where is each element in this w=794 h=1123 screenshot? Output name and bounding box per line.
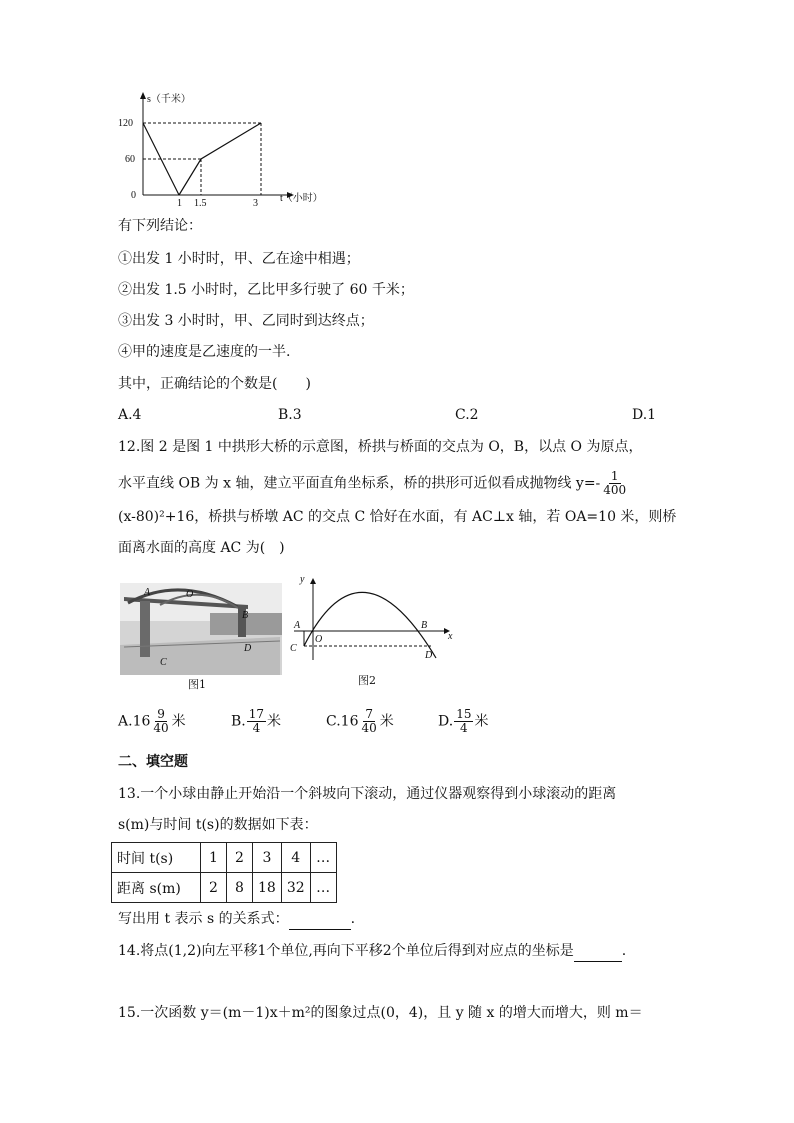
q12-option-c-unit: 米 <box>379 713 394 730</box>
fig2-label-b: B <box>421 620 428 631</box>
q12-option-c-prefix: C. <box>326 713 341 730</box>
fig2-parabola <box>304 592 436 658</box>
photo-label-b: B <box>242 610 249 621</box>
q12-line-2 <box>118 470 629 497</box>
parabola-diagram <box>286 572 456 664</box>
table-cell: 1 <box>201 843 227 873</box>
photo-label-c: C <box>160 657 167 668</box>
q11-question: 其中，正确结论的个数是( ) <box>118 376 311 392</box>
q12-option-d-unit: 米 <box>474 713 489 730</box>
photo-label-d: D <box>244 643 252 654</box>
x-tick-1: 1 <box>177 198 182 208</box>
q12-fraction-num: 1 <box>610 469 619 483</box>
fig2-label-a: A <box>294 620 301 631</box>
fig2-y-label: y <box>300 574 305 585</box>
q12-line-4: 面离水面的高度 AC 为( ) <box>118 540 285 556</box>
q11-statement-4: ④甲的速度是乙速度的一半. <box>118 344 291 360</box>
y-tick-60: 60 <box>125 154 135 165</box>
q12-option-c-whole: 16 <box>340 713 359 730</box>
y-axis-label: s（千米） <box>147 94 191 105</box>
table-cell: 2 <box>201 873 227 903</box>
q12-option-a-den: 40 <box>153 721 169 735</box>
table-row-time <box>112 843 337 873</box>
q12-option-a-prefix: A. <box>118 713 133 730</box>
q11-option-d[interactable]: D.1 <box>632 407 657 423</box>
table-cell: 2 <box>227 843 253 873</box>
q12-option-c-num: 7 <box>365 707 373 721</box>
q12-option-a-unit: 米 <box>171 713 186 730</box>
q13-ask-end: . <box>350 911 356 927</box>
x-tick-1-5: 1.5 <box>194 198 207 208</box>
q11-option-b[interactable]: B.3 <box>278 407 302 423</box>
table-cell: 3 <box>253 843 282 873</box>
section-heading-fill-in: 二、填空题 <box>118 754 188 770</box>
fig2-y-arrow <box>310 578 316 584</box>
distance-time-graph <box>112 88 342 208</box>
table-cell: 4 <box>281 843 310 873</box>
q13-data-table <box>111 842 337 903</box>
q14-end: . <box>621 943 627 959</box>
q11-statement-1: ①出发 1 小时时，甲、乙在途中相遇； <box>118 251 360 267</box>
y-axis-arrow <box>140 92 146 99</box>
fig1-caption: 图1 <box>188 678 206 691</box>
x-axis-label: t（小时） <box>280 193 323 204</box>
q14-answer-blank[interactable] <box>574 941 622 962</box>
q12-option-b[interactable] <box>231 708 281 735</box>
q12-line-3: (x-80)²+16，桥拱与桥墩 AC 的交点 C 恰好在水面，有 AC⊥x 轴，若 OA=10 米，则桥 <box>118 509 677 525</box>
fig2-label-c: C <box>290 643 297 654</box>
table-row-distance <box>112 873 337 903</box>
q12-option-b-prefix: B. <box>231 713 246 730</box>
y-tick-0: 0 <box>131 190 136 201</box>
q11-option-c[interactable]: C.2 <box>455 407 479 423</box>
q12-option-b-frac <box>247 708 266 735</box>
q12-line-1: 12.图 2 是图 1 中拱形大桥的示意图，桥拱与桥面的交点为 O，B，以点 O 为原点， <box>118 439 643 455</box>
q12-option-c-den: 40 <box>361 721 377 735</box>
q12-option-a-frac <box>151 708 170 735</box>
q12-option-d-num: 15 <box>456 707 472 721</box>
table-cell: 8 <box>227 873 253 903</box>
y-tick-120: 120 <box>118 118 133 129</box>
q13-ask-text: 写出用 t 表示 s 的关系式： <box>118 911 289 927</box>
q11-statement-2: ②出发 1.5 小时时，乙比甲多行驶了 60 千米； <box>118 282 414 298</box>
q13-line-2: s(m)与时间 t(s)的数据如下表： <box>118 817 318 833</box>
fig2-label-o: O <box>315 634 323 645</box>
q14-line <box>118 941 626 962</box>
table-cell: … <box>310 873 336 903</box>
photo-label-o: O <box>186 589 194 600</box>
photo-label-a: A <box>144 587 151 598</box>
q11-intro: 有下列结论： <box>118 218 202 234</box>
q13-answer-blank[interactable] <box>289 909 351 930</box>
q13-ask <box>118 909 355 930</box>
table-cell: … <box>310 843 336 873</box>
table-cell: 18 <box>253 873 282 903</box>
table-cell: 32 <box>281 873 310 903</box>
fig2-caption: 图2 <box>358 674 376 687</box>
q12-option-a[interactable] <box>118 708 186 735</box>
line-yi <box>179 123 261 195</box>
bridge-photo-figure <box>120 583 282 675</box>
q11-statement-3: ③出发 3 小时时，甲、乙同时到达终点； <box>118 313 374 329</box>
q15-line: 15.一次函数 y＝(m－1)x＋m²的图象过点(0，4)，且 y 随 x 的增大而增大，则 m＝ <box>118 1005 643 1021</box>
q12-option-b-num: 17 <box>248 707 265 721</box>
q12-option-a-num: 9 <box>157 707 165 721</box>
q12-option-b-unit: 米 <box>267 713 282 730</box>
q12-line-2-text: 水平直线 OB 为 x 轴，建立平面直角坐标系，桥的拱形可近似看成抛物线 y=- <box>118 475 601 492</box>
q12-option-c[interactable] <box>326 708 394 735</box>
q12-option-a-whole: 16 <box>132 713 151 730</box>
q14-text: 14.将点(1,2)向左平移1个单位,再向下平移2个单位后得到对应点的坐标是 <box>118 943 574 959</box>
q12-option-d[interactable] <box>438 708 488 735</box>
fig2-label-d: D <box>425 650 433 661</box>
table-cell: 时间 t(s) <box>112 843 201 873</box>
q12-option-d-frac <box>454 708 473 735</box>
fig2-x-label: x <box>448 631 453 642</box>
q13-line-1: 13.一个小球由静止开始沿一个斜坡向下滚动，通过仪器观察得到小球滚动的距离 <box>118 786 617 802</box>
q12-option-c-frac <box>360 708 379 735</box>
q11-option-a[interactable]: A.4 <box>118 407 142 423</box>
table-cell: 距离 s(m) <box>112 873 201 903</box>
q12-option-b-den: 4 <box>252 721 261 735</box>
x-tick-3: 3 <box>253 198 258 208</box>
q12-fraction-den: 400 <box>603 483 627 497</box>
q12-option-d-den: 4 <box>460 721 468 735</box>
q12-option-d-prefix: D. <box>438 713 454 730</box>
q12-fraction <box>601 470 628 497</box>
